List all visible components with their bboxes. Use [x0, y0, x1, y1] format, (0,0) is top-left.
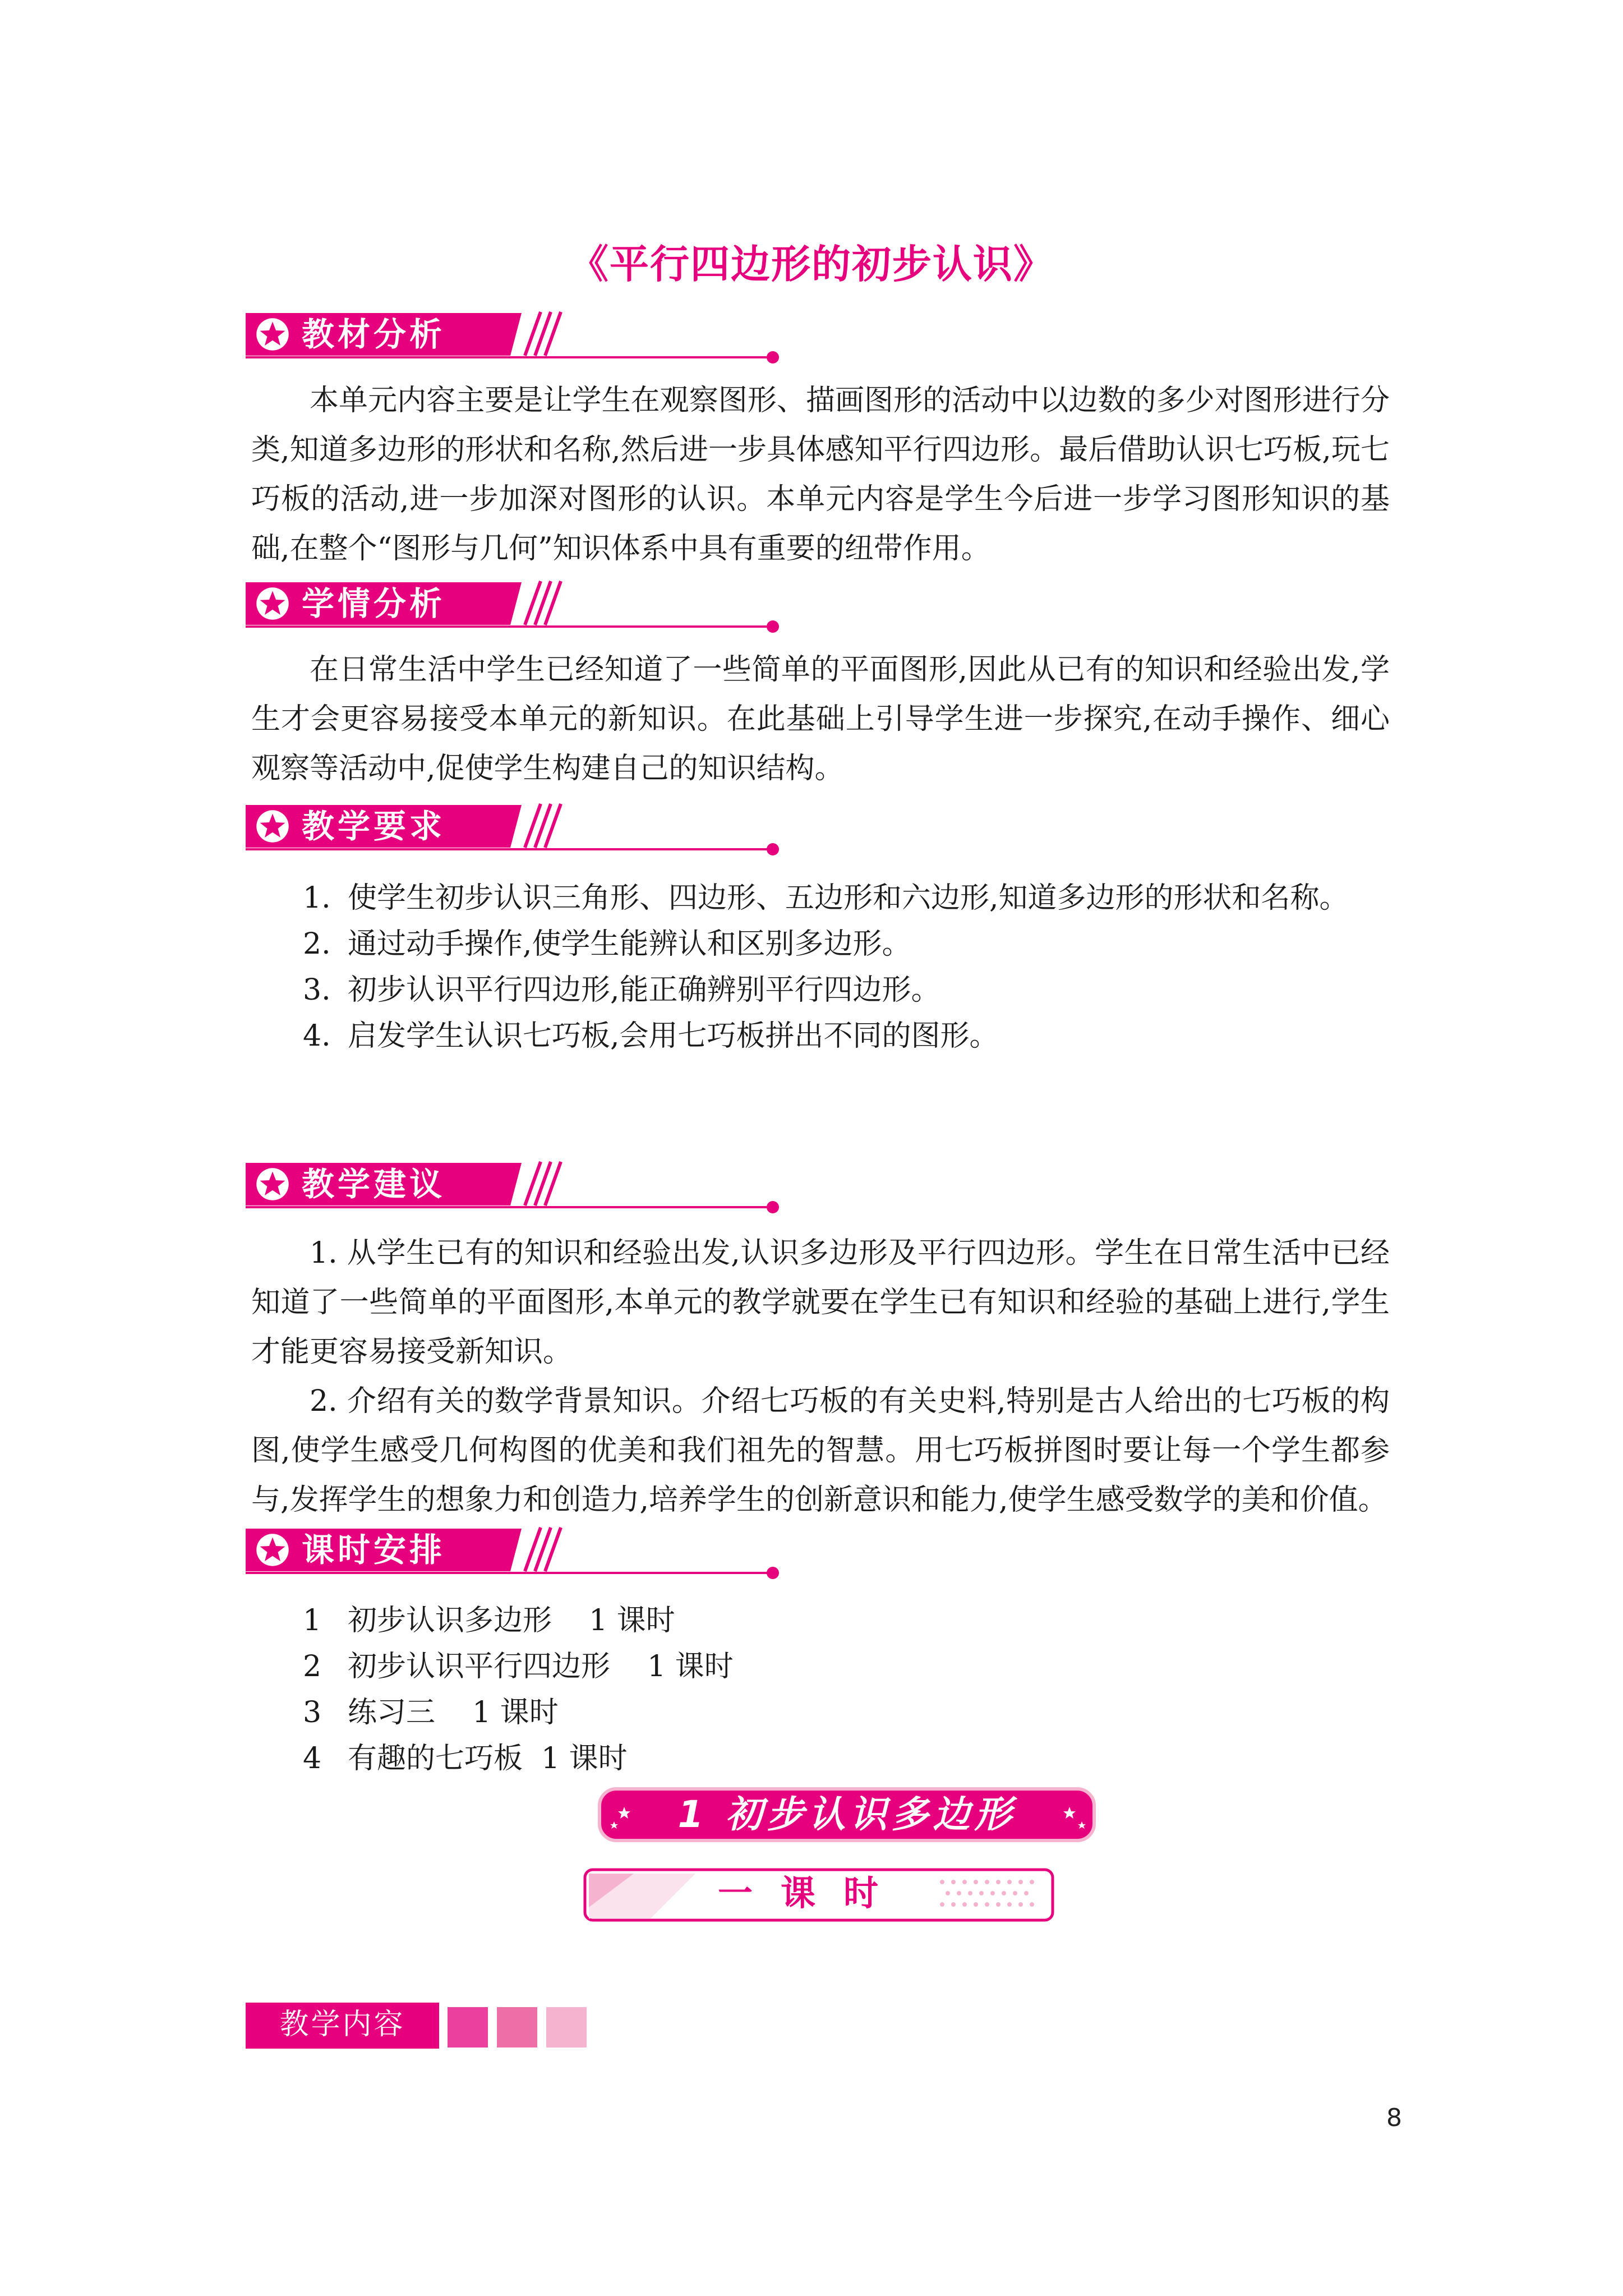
star-icon — [256, 1167, 289, 1201]
section-header-learning-analysis — [246, 577, 818, 638]
paragraph: 1. 从学生已有的知识和经验出发,认识多边形及平行四边形。学生在日常生活中已经知道了一些简单的平面图形,本单元的教学就要在学生已有知识和经验的基础上进行,学生才能更容易接受新知识。 — [251, 1236, 1390, 1369]
paragraph: 2. 介绍有关的数学背景知识。介绍七巧板的有关史料,特别是古人给出的七巧板的构图,使学生感受几何构图的优美和我们祖先的智慧。用七巧板拼图时要让每一个学生都参与,发挥学生的想象力和创造力,培养学生的创新意识和能力,使学生感受数学的美和价值。 — [251, 1384, 1390, 1517]
decor-square-light — [546, 2007, 587, 2047]
lesson-period-label: 一课时 — [718, 1872, 907, 1913]
lesson-banner — [597, 1787, 1096, 1848]
section-header-teaching-requirements — [246, 799, 818, 861]
star-icon — [256, 318, 289, 351]
section-heading: 教学建议 — [302, 1165, 446, 1203]
paragraph: 在日常生活中学生已经知道了一些简单的平面图形,因此从已有的知识和经验出发,学生才会更容易接受本单元的新知识。在此基础上引导学生进一步探究,在动手操作、细心观察等活动中,促使学生构建自己的知识结构。 — [251, 653, 1390, 785]
list-item: 4 有趣的七巧板 1 课时 — [303, 1742, 628, 1775]
list-item: 3 练习三 1 课时 — [303, 1696, 559, 1729]
section-heading: 学情分析 — [302, 585, 446, 623]
section-heading: 教学要求 — [302, 807, 446, 845]
lesson-banner-title: 1 初步认识多边形 — [677, 1793, 1016, 1836]
decor-square-dark — [448, 2007, 488, 2047]
requirements-list — [303, 875, 1349, 1059]
schedule-list — [303, 1598, 734, 1782]
list-item: 1 初步认识多边形 1 课时 — [303, 1604, 675, 1637]
lesson-period-box — [583, 1868, 1054, 1924]
star-icon — [256, 587, 289, 620]
teaching-content-label: 教学内容 — [246, 2003, 439, 2049]
star-icon — [256, 809, 289, 843]
star-icon — [256, 1533, 289, 1567]
section-header-teaching-suggestions — [246, 1157, 818, 1219]
list-item: 2 初步认识平行四边形 1 课时 — [303, 1650, 734, 1683]
section-heading: 教材分析 — [302, 315, 446, 353]
section-header-textbook-analysis — [246, 307, 818, 369]
paragraph: 本单元内容主要是让学生在观察图形、描画图形的活动中以边数的多少对图形进行分类,知道多边形的形状和名称,然后进一步具体感知平行四边形。最后借助认识七巧板,玩七巧板的活动,进一步加深对图形的认识。本单元内容是学生今后进一步学习图形知识的基础,在整个“图形与几何”知识体系中具有重要的纽带作用。 — [251, 384, 1390, 565]
list-item: 3. 初步认识平行四边形,能正确辨别平行四边形。 — [303, 973, 940, 1007]
list-item: 1. 使学生初步认识三角形、四边形、五边形和六边形,知道多边形的形状和名称。 — [303, 881, 1349, 915]
list-item: 2. 通过动手操作,使学生能辨认和区别多边形。 — [303, 927, 911, 961]
section-header-schedule — [246, 1523, 818, 1585]
page-number: 8 — [1386, 2104, 1402, 2132]
page-title: 《平行四边形的初步认识》 — [569, 241, 1054, 287]
decor-square-mid — [497, 2007, 537, 2047]
list-item: 4. 启发学生认识七巧板,会用七巧板拼出不同的图形。 — [303, 1019, 999, 1053]
section-heading: 课时安排 — [302, 1531, 446, 1569]
